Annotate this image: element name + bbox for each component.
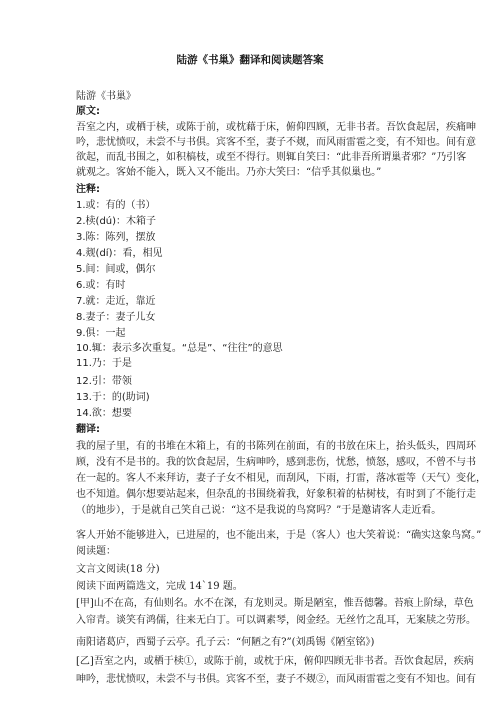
notes-label: 注释: [76, 184, 100, 195]
note-item: 13.于：的(助词) [76, 392, 150, 403]
note-item: 12.引：带领 [76, 376, 132, 387]
passage-line: [乙]吾室之内，或栖于椟①，或陈于前，或枕于床，俯仰四顾无非书者。吾饮食起居，疾病 [76, 656, 474, 667]
note-item: 1.或：有的（书） [76, 200, 156, 211]
note-item: 10.辄：表示多次重复。“总是”、“往往”的意思 [76, 343, 283, 354]
original-line: 吟，悲忧愤叹，未尝不与书俱。宾客不至，妻子不觌，而风雨雷雹之变，有不知也。间有意 [76, 137, 476, 148]
translation-line: 顾，没有不是书的。我的饮食起居，生病呻吟，感到悲伤，忧愁，愤怒，感叹，不曾不与书 [76, 457, 476, 468]
translation-line: 在一起的。客人不来拜访，妻子子女不相见，而刮风，下雨，打雷，落冰雹等（天气）变化， [76, 473, 486, 484]
note-item: 8.妻子：妻子儿女 [76, 312, 156, 323]
note-item: 6.或：有时 [76, 280, 126, 291]
note-item: 5.间：间或，偶尔 [76, 264, 156, 275]
note-item: 9.俱：一起 [76, 328, 126, 339]
note-item: 11.乃：于是 [76, 358, 132, 369]
translation-line: 也不知道。偶尔想要站起来，但杂乱的书围绕着我，好象积着的枯树枝，有时到了不能行走 [76, 489, 476, 500]
note-item: 4.觌(dí)：看，相见 [76, 248, 163, 259]
translation-line: （的地步），于是就自己笑自己说：“这不是我说的鸟窝吗？”于是邀请客人走近看。 [76, 505, 442, 516]
passage-line: 入帘青。谈笑有鸿儒，往来无白丁。可以调素琴，阅金经。无丝竹之乱耳，无案牍之劳形。 [76, 615, 476, 626]
note-item: 7.就：走近，靠近 [76, 296, 156, 307]
passage-line: 呻吟，悲忧愤叹，未尝不与书俱。宾客不至，妻子不觌②，而风雨雷雹之变有不知也。间有 [76, 674, 476, 685]
translation-label: 翻译: [76, 424, 100, 435]
original-line: 就观之。客始不能入，既入又不能出。乃亦大笑曰：“信乎其似巢也。” [76, 167, 382, 178]
section-heading: 陆游《书巢》 [76, 91, 136, 102]
original-label: 原文: [76, 106, 100, 117]
passage-line: 南阳诸葛庐，西蜀子云亭。孔子云：“何陋之有?”(刘禹锡《陋室铭》) [76, 637, 375, 648]
translation-line: 客人开始不能够进入，已进屋的，也不能出来，于是（客人）也大笑着说：“确实这象鸟窝。” [76, 530, 482, 541]
translation-line: 我的屋子里，有的书堆在木箱上，有的书陈列在前面，有的书放在床上，抬头低头，四周环 [76, 441, 476, 452]
note-item: 3.陈：陈列，摆放 [76, 232, 156, 243]
exercise-heading: 文言文阅读(18 分) [76, 564, 160, 575]
reading-questions-label: 阅读题： [76, 546, 116, 557]
original-line: 吾室之内，或栖于椟，或陈于前，或枕藉于床，俯仰四顾，无非书者。吾饮食起居，疾痛呻 [76, 122, 476, 133]
passage-line: [甲]山不在高，有仙则名。水不在深，有龙则灵。斯是陋室，惟吾德馨。苔痕上阶绿，草色 [76, 598, 474, 609]
exercise-instruction: 阅读下面两篇选文，完成 14`19 题。 [76, 581, 243, 592]
note-item: 2.椟(dú)：木箱子 [76, 216, 157, 227]
original-line: 欲起，而乱书围之，如积槁枝，或至不得行。则辄自笑曰：“此非吾所谓巢者邪？”乃引客 [76, 152, 467, 163]
note-item: 14.欲：想要 [76, 408, 132, 419]
document-title: 陆游《书巢》翻译和阅读题答案 [176, 54, 324, 66]
